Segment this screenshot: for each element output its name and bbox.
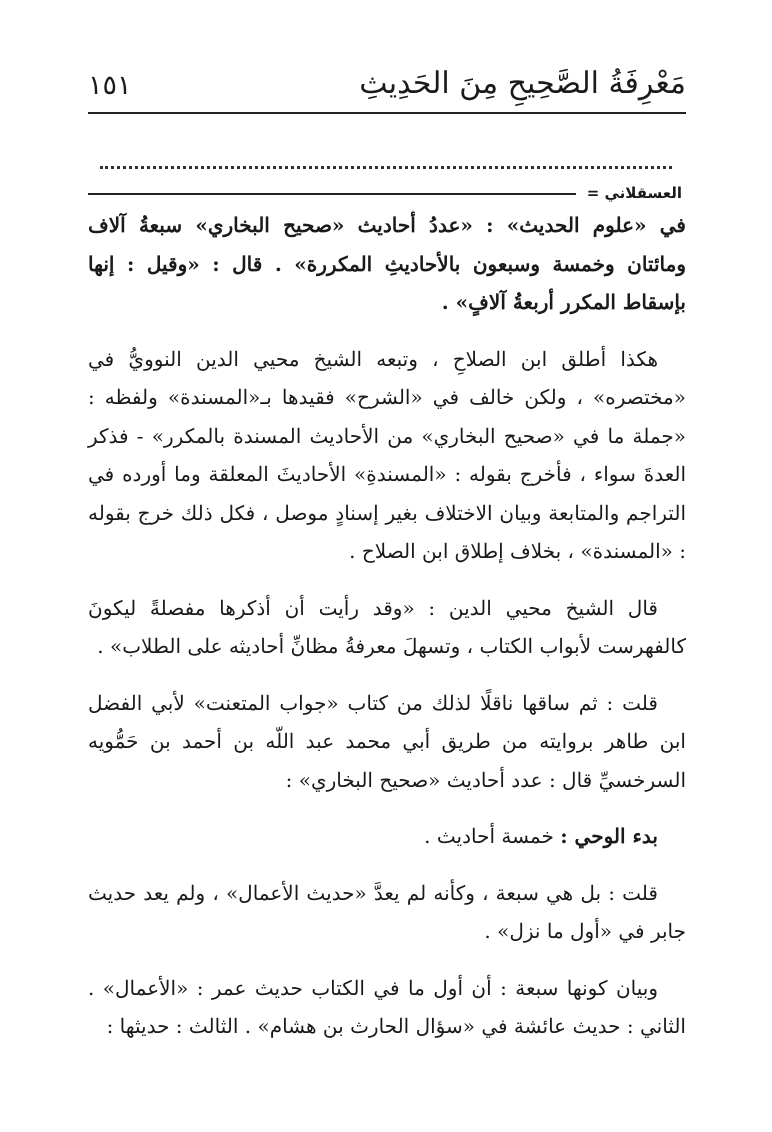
paragraph: قال الشيخ محيي الدين : «وقد رأيت أن أذكرها مفصلةً ليكونَ كالفهرست لأبواب الكتاب ، وتسهلَ معرفةُ مظانِّ أحاديثه على الطلاب» . [88,595,686,658]
chapter-label: بدء الوحي : [560,824,658,848]
commentator-rule [88,193,576,195]
header-rule [88,112,686,114]
dotted-separator [100,166,672,169]
paragraph-chapter-count [88,817,686,856]
commentator-tag: العسقلاني = [586,184,682,202]
running-title: مَعْرِفَةُ الصَّحِيحِ مِنَ الحَدِيثِ [359,66,686,101]
paragraph: هكذا أطلق ابن الصلاحِ ، وتبعه الشيخ محيي الدين النوويُّ في «مختصره» ، ولكن خالف في «الشرح» فقيدها بـ«المسندة» ولفظه : «جملة ما في «صحيح البخاري» من الأحاديث المسندة بالمكرر» - فذكر العدةَ سواء ، فأخرج بقوله : «المسندةِ» الأحاديثَ المعلقة وما أورده في التراجم والمتابعة وبيان الاختلاف بغير إسنادٍ موصل ، فكل ذلك خرج بقوله : «المسندة» ، بخلاف إطلاق ابن الصلاح . [88,346,686,563]
page-number: ١٥١ [88,70,132,101]
running-head [88,58,686,110]
paragraph: قلت : ثم ساقها ناقلًا لذلك من كتاب «جواب المتعنت» لأبي الفضل ابن طاهر بروايته من طريق أبي محمد عبد اللّه بن أحمد بن حَمُّويه السرخسيِّ قال : عدد أحاديث «صحيح البخاري» : [88,690,686,792]
paragraph-quote: في «علوم الحديث» : «عددُ أحاديث «صحيح البخاري» سبعةُ آلاف ومائتان وخمسة وسبعون بالأحاديثِ المكررة» . قال : «وقيل : إنها بإسقاط المكرر أربعةُ آلافٍ» . [88,213,686,314]
chapter-count-text: خمسة أحاديث . [424,824,561,848]
paragraph: وبيان كونها سبعة : أن أول ما في الكتاب حديث عمر : «الأعمال» . الثاني : حديث عائشة في «سؤال الحارث بن هشام» . الثالث : حديثها : [88,975,686,1038]
body-text [88,206,686,1046]
paragraph: قلت : بل هي سبعة ، وكأنه لم يعدَّ «حديث الأعمال» ، ولم يعد حديث جابر في «أول ما نزل» . [88,880,686,943]
